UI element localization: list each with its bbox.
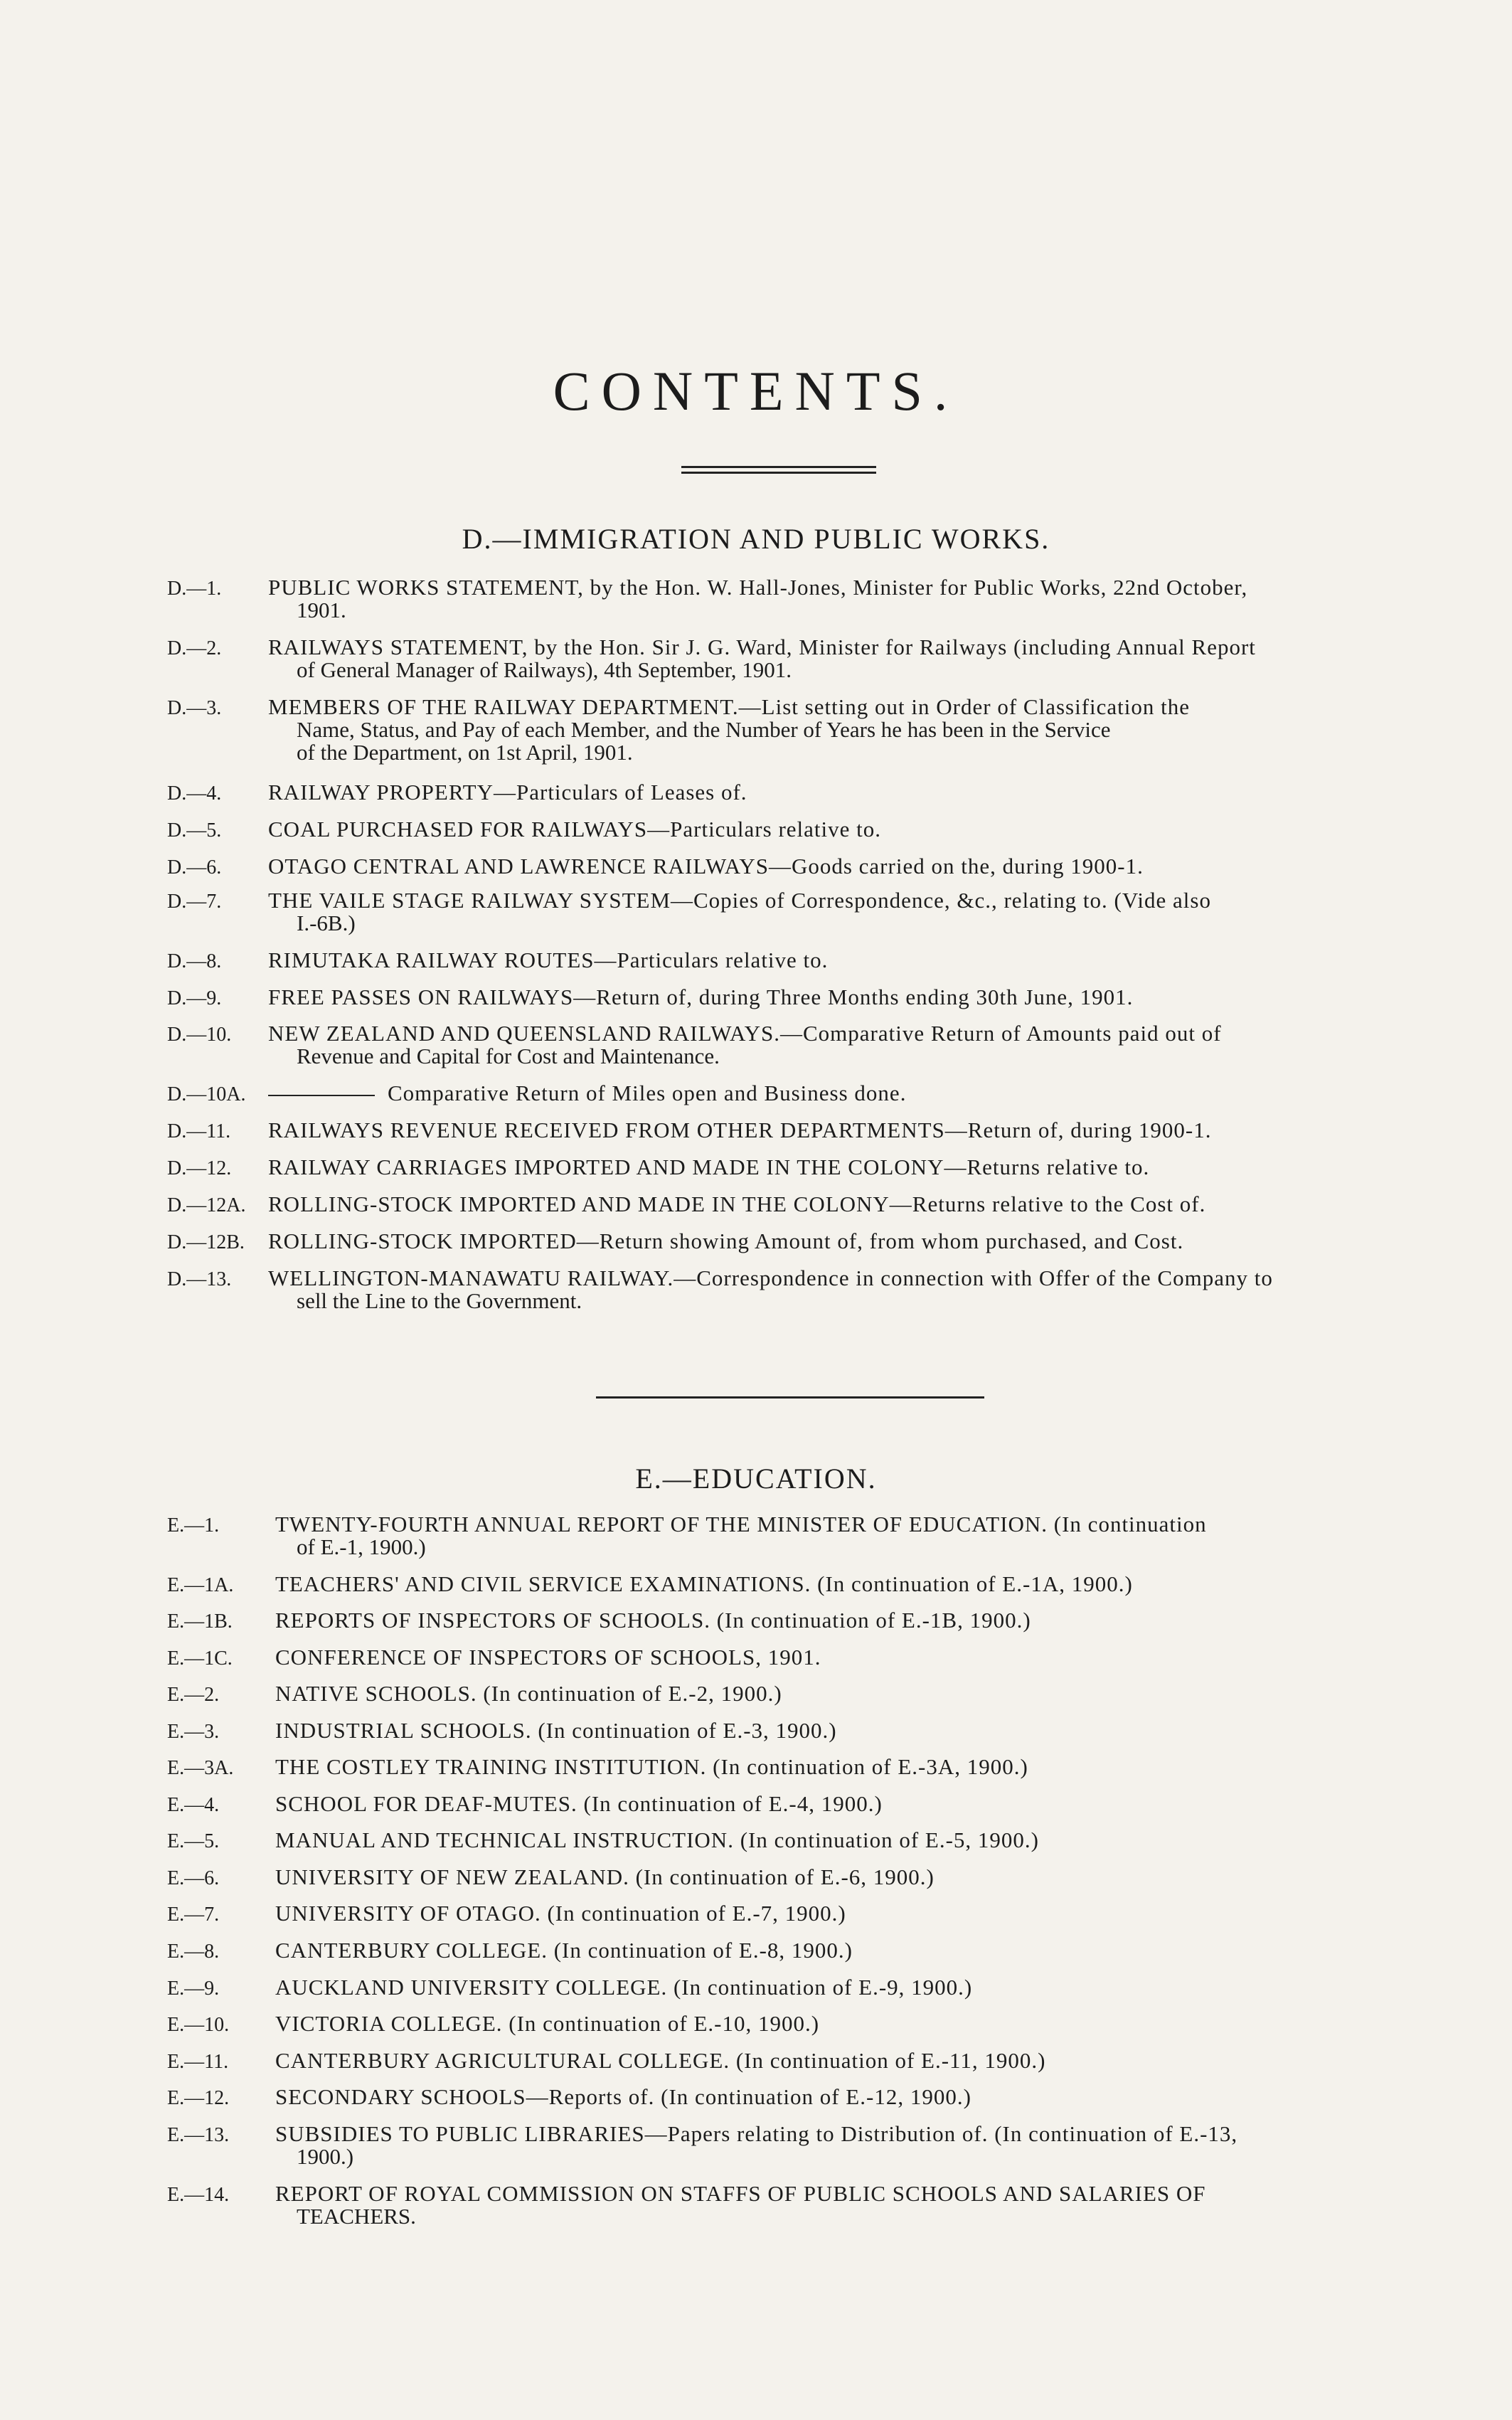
entry-code: D.—12B. (167, 1231, 245, 1253)
entry-code: D.—2. (167, 637, 222, 659)
entry-title: UNIVERSITY OF NEW ZEALAND. (In continuation of E.-6, 1900.) (275, 1864, 935, 1889)
contents-entry (167, 1267, 1419, 1312)
contents-entry (167, 1119, 1419, 1142)
entry-continuation: Name, Status, and Pay of each Member, and the Number of Years he has been in the Service (297, 717, 1111, 742)
entry-title: REPORTS OF INSPECTORS OF SCHOOLS. (In continuation of E.-1B, 1900.) (275, 1608, 1031, 1633)
contents-entry (167, 986, 1419, 1009)
entry-title: OTAGO CENTRAL AND LAWRENCE RAILWAYS—Goods carried on the, during 1900-1. (268, 854, 1144, 879)
entry-code: E.—1. (167, 1514, 220, 1537)
contents-entry (167, 1193, 1419, 1216)
entry-continuation: 1901. (297, 598, 346, 622)
section-heading-e: E.—EDUCATION. (635, 1463, 877, 1495)
entry-title: TWENTY-FOURTH ANNUAL REPORT OF THE MINISTER OF EDUCATION. (In continuation (275, 1512, 1207, 1537)
entry-continuation: Revenue and Capital for Cost and Maintenance. (297, 1044, 720, 1068)
contents-entry (167, 1573, 1419, 1596)
entry-code: D.—9. (167, 987, 222, 1009)
contents-entry (167, 1939, 1419, 1962)
entry-code: E.—3A. (167, 1757, 234, 1779)
entry-code: D.—8. (167, 950, 222, 972)
entry-code: E.—14. (167, 2184, 230, 2206)
contents-entry (167, 1646, 1419, 1669)
entry-code: D.—6. (167, 856, 222, 879)
contents-entry (167, 2123, 1419, 2168)
contents-entry (167, 1513, 1419, 1559)
entry-code: E.—6. (167, 1867, 220, 1889)
entry-code: E.—2. (167, 1684, 220, 1706)
entry-title: AUCKLAND UNIVERSITY COLLEGE. (In continuation of E.-9, 1900.) (275, 1975, 973, 2000)
entry-title: REPORT OF ROYAL COMMISSION ON STAFFS OF PUBLIC SCHOOLS AND SALARIES OF (275, 2181, 1206, 2206)
entry-continuation: of the Department, on 1st April, 1901. (297, 740, 633, 765)
entry-code: E.—5. (167, 1830, 220, 1852)
contents-entry (167, 855, 1419, 878)
entry-continuation: I.-6B.) (297, 911, 356, 935)
entry-code: E.—9. (167, 1978, 220, 2000)
contents-entry (167, 1866, 1419, 1889)
contents-entry (167, 1682, 1419, 1705)
entry-title: ROLLING-STOCK IMPORTED AND MADE IN THE COLONY—Returns relative to the Cost of. (268, 1192, 1206, 1216)
entry-code: D.—13. (167, 1268, 232, 1290)
entry-continuation: TEACHERS. (297, 2204, 416, 2229)
contents-entry (167, 1976, 1419, 1999)
contents-entry (167, 2086, 1419, 2108)
entry-code: E.—1A. (167, 1574, 234, 1596)
entry-continuation: of General Manager of Railways), 4th September, 1901. (297, 657, 792, 682)
entry-title: SECONDARY SCHOOLS—Reports of. (In continuation of E.-12, 1900.) (275, 2084, 971, 2109)
entry-title: Comparative Return of Miles open and Business done. (388, 1081, 907, 1105)
contents-entry (167, 949, 1419, 972)
section-divider (596, 1396, 984, 1399)
entry-title: RAILWAYS STATEMENT, by the Hon. Sir J. G. Ward, Minister for Railways (including Annual Report (268, 635, 1256, 659)
contents-entry (167, 1022, 1419, 1068)
entry-title: MEMBERS OF THE RAILWAY DEPARTMENT.—List setting out in Order of Classification the (268, 694, 1190, 719)
entry-code: E.—3. (167, 1721, 220, 1743)
ditto-dash (268, 1095, 375, 1096)
contents-entry (167, 1719, 1419, 1742)
contents-entry (167, 2182, 1419, 2228)
contents-entry (167, 1829, 1419, 1852)
entry-title: MANUAL AND TECHNICAL INSTRUCTION. (In continuation of E.-5, 1900.) (275, 1827, 1039, 1852)
entry-title: WELLINGTON-MANAWATU RAILWAY.—Correspondence in connection with Offer of the Company to (268, 1265, 1273, 1290)
contents-entry (167, 781, 1419, 804)
entry-title: ROLLING-STOCK IMPORTED—Return showing Amount of, from whom purchased, and Cost. (268, 1228, 1184, 1253)
entry-code: D.—12. (167, 1157, 232, 1179)
entry-title: SUBSIDIES TO PUBLIC LIBRARIES—Papers relating to Distribution of. (In continuation of E.-13, (275, 2121, 1238, 2146)
entry-continuation: sell the Line to the Government. (297, 1288, 582, 1313)
contents-entry (167, 2049, 1419, 2072)
entry-code: E.—12. (167, 2087, 230, 2109)
entry-title: FREE PASSES ON RAILWAYS—Return of, during Three Months ending 30th June, 1901. (268, 985, 1134, 1009)
contents-entry (167, 1902, 1419, 1925)
entry-code: D.—4. (167, 782, 222, 805)
entry-title: INDUSTRIAL SCHOOLS. (In continuation of E.-3, 1900.) (275, 1718, 837, 1743)
entry-title: CONFERENCE OF INSPECTORS OF SCHOOLS, 1901. (275, 1645, 821, 1670)
entry-title: RAILWAY PROPERTY—Particulars of Leases of. (268, 780, 747, 805)
entry-title: RAILWAY CARRIAGES IMPORTED AND MADE IN THE COLONY—Returns relative to. (268, 1155, 1150, 1179)
entry-title: RIMUTAKA RAILWAY ROUTES—Particulars relative to. (268, 948, 829, 972)
entry-code: E.—8. (167, 1941, 220, 1963)
entry-code: D.—12A. (167, 1194, 246, 1216)
entry-code: E.—4. (167, 1794, 220, 1816)
entry-title: COAL PURCHASED FOR RAILWAYS—Particulars relative to. (268, 817, 881, 842)
entry-code: D.—5. (167, 819, 222, 842)
entry-title: RAILWAYS REVENUE RECEIVED FROM OTHER DEPARTMENTS—Return of, during 1900-1. (268, 1118, 1212, 1142)
title-rule (681, 466, 876, 474)
entry-title: TEACHERS' AND CIVIL SERVICE EXAMINATIONS. (In continuation of E.-1A, 1900.) (275, 1571, 1133, 1596)
contents-entry (167, 1609, 1419, 1632)
entry-continuation: 1900.) (297, 2144, 354, 2169)
contents-entry (167, 636, 1419, 681)
entry-code: D.—1. (167, 578, 222, 600)
entry-title: THE COSTLEY TRAINING INSTITUTION. (In continuation of E.-3A, 1900.) (275, 1754, 1028, 1779)
entry-code: E.—13. (167, 2124, 230, 2146)
entry-code: D.—10. (167, 1024, 232, 1046)
entry-code: D.—10A. (167, 1083, 246, 1105)
entry-code: E.—7. (167, 1904, 220, 1926)
page-title: CONTENTS. (553, 360, 959, 422)
entry-title: SCHOOL FOR DEAF-MUTES. (In continuation of E.-4, 1900.) (275, 1791, 883, 1816)
entry-title: NATIVE SCHOOLS. (In continuation of E.-2, 1900.) (275, 1681, 782, 1706)
contents-entry (167, 889, 1419, 935)
entry-code: E.—10. (167, 2014, 230, 2036)
contents-entry (167, 818, 1419, 841)
entry-code: D.—7. (167, 891, 222, 913)
contents-entry (167, 696, 1419, 764)
entry-continuation: of E.-1, 1900.) (297, 1534, 426, 1559)
contents-entry (167, 1793, 1419, 1815)
contents-entry (167, 1082, 1419, 1105)
entry-code: E.—11. (167, 2051, 229, 2073)
entry-code: D.—11. (167, 1120, 231, 1142)
contents-entry (167, 1156, 1419, 1179)
entry-title: THE VAILE STAGE RAILWAY SYSTEM—Copies of Correspondence, &c., relating to. (Vide also (268, 888, 1211, 913)
contents-entry (167, 1230, 1419, 1253)
entry-title: CANTERBURY COLLEGE. (In continuation of E.-8, 1900.) (275, 1938, 853, 1963)
entry-title: VICTORIA COLLEGE. (In continuation of E.-10, 1900.) (275, 2011, 820, 2036)
entry-code: E.—1B. (167, 1610, 233, 1633)
entry-title: PUBLIC WORKS STATEMENT, by the Hon. W. Hall-Jones, Minister for Public Works, 22nd October, (268, 575, 1248, 600)
entry-title: UNIVERSITY OF OTAGO. (In continuation of E.-7, 1900.) (275, 1901, 846, 1926)
entry-title: NEW ZEALAND AND QUEENSLAND RAILWAYS.—Comparative Return of Amounts paid out of (268, 1021, 1222, 1046)
section-heading-d: D.—IMMIGRATION AND PUBLIC WORKS. (462, 523, 1050, 555)
contents-entry (167, 2012, 1419, 2035)
entry-code: D.—3. (167, 697, 222, 719)
contents-entry (167, 576, 1419, 622)
entry-title: CANTERBURY AGRICULTURAL COLLEGE. (In continuation of E.-11, 1900.) (275, 2048, 1046, 2073)
entry-code: E.—1C. (167, 1647, 233, 1670)
contents-entry (167, 1756, 1419, 1778)
